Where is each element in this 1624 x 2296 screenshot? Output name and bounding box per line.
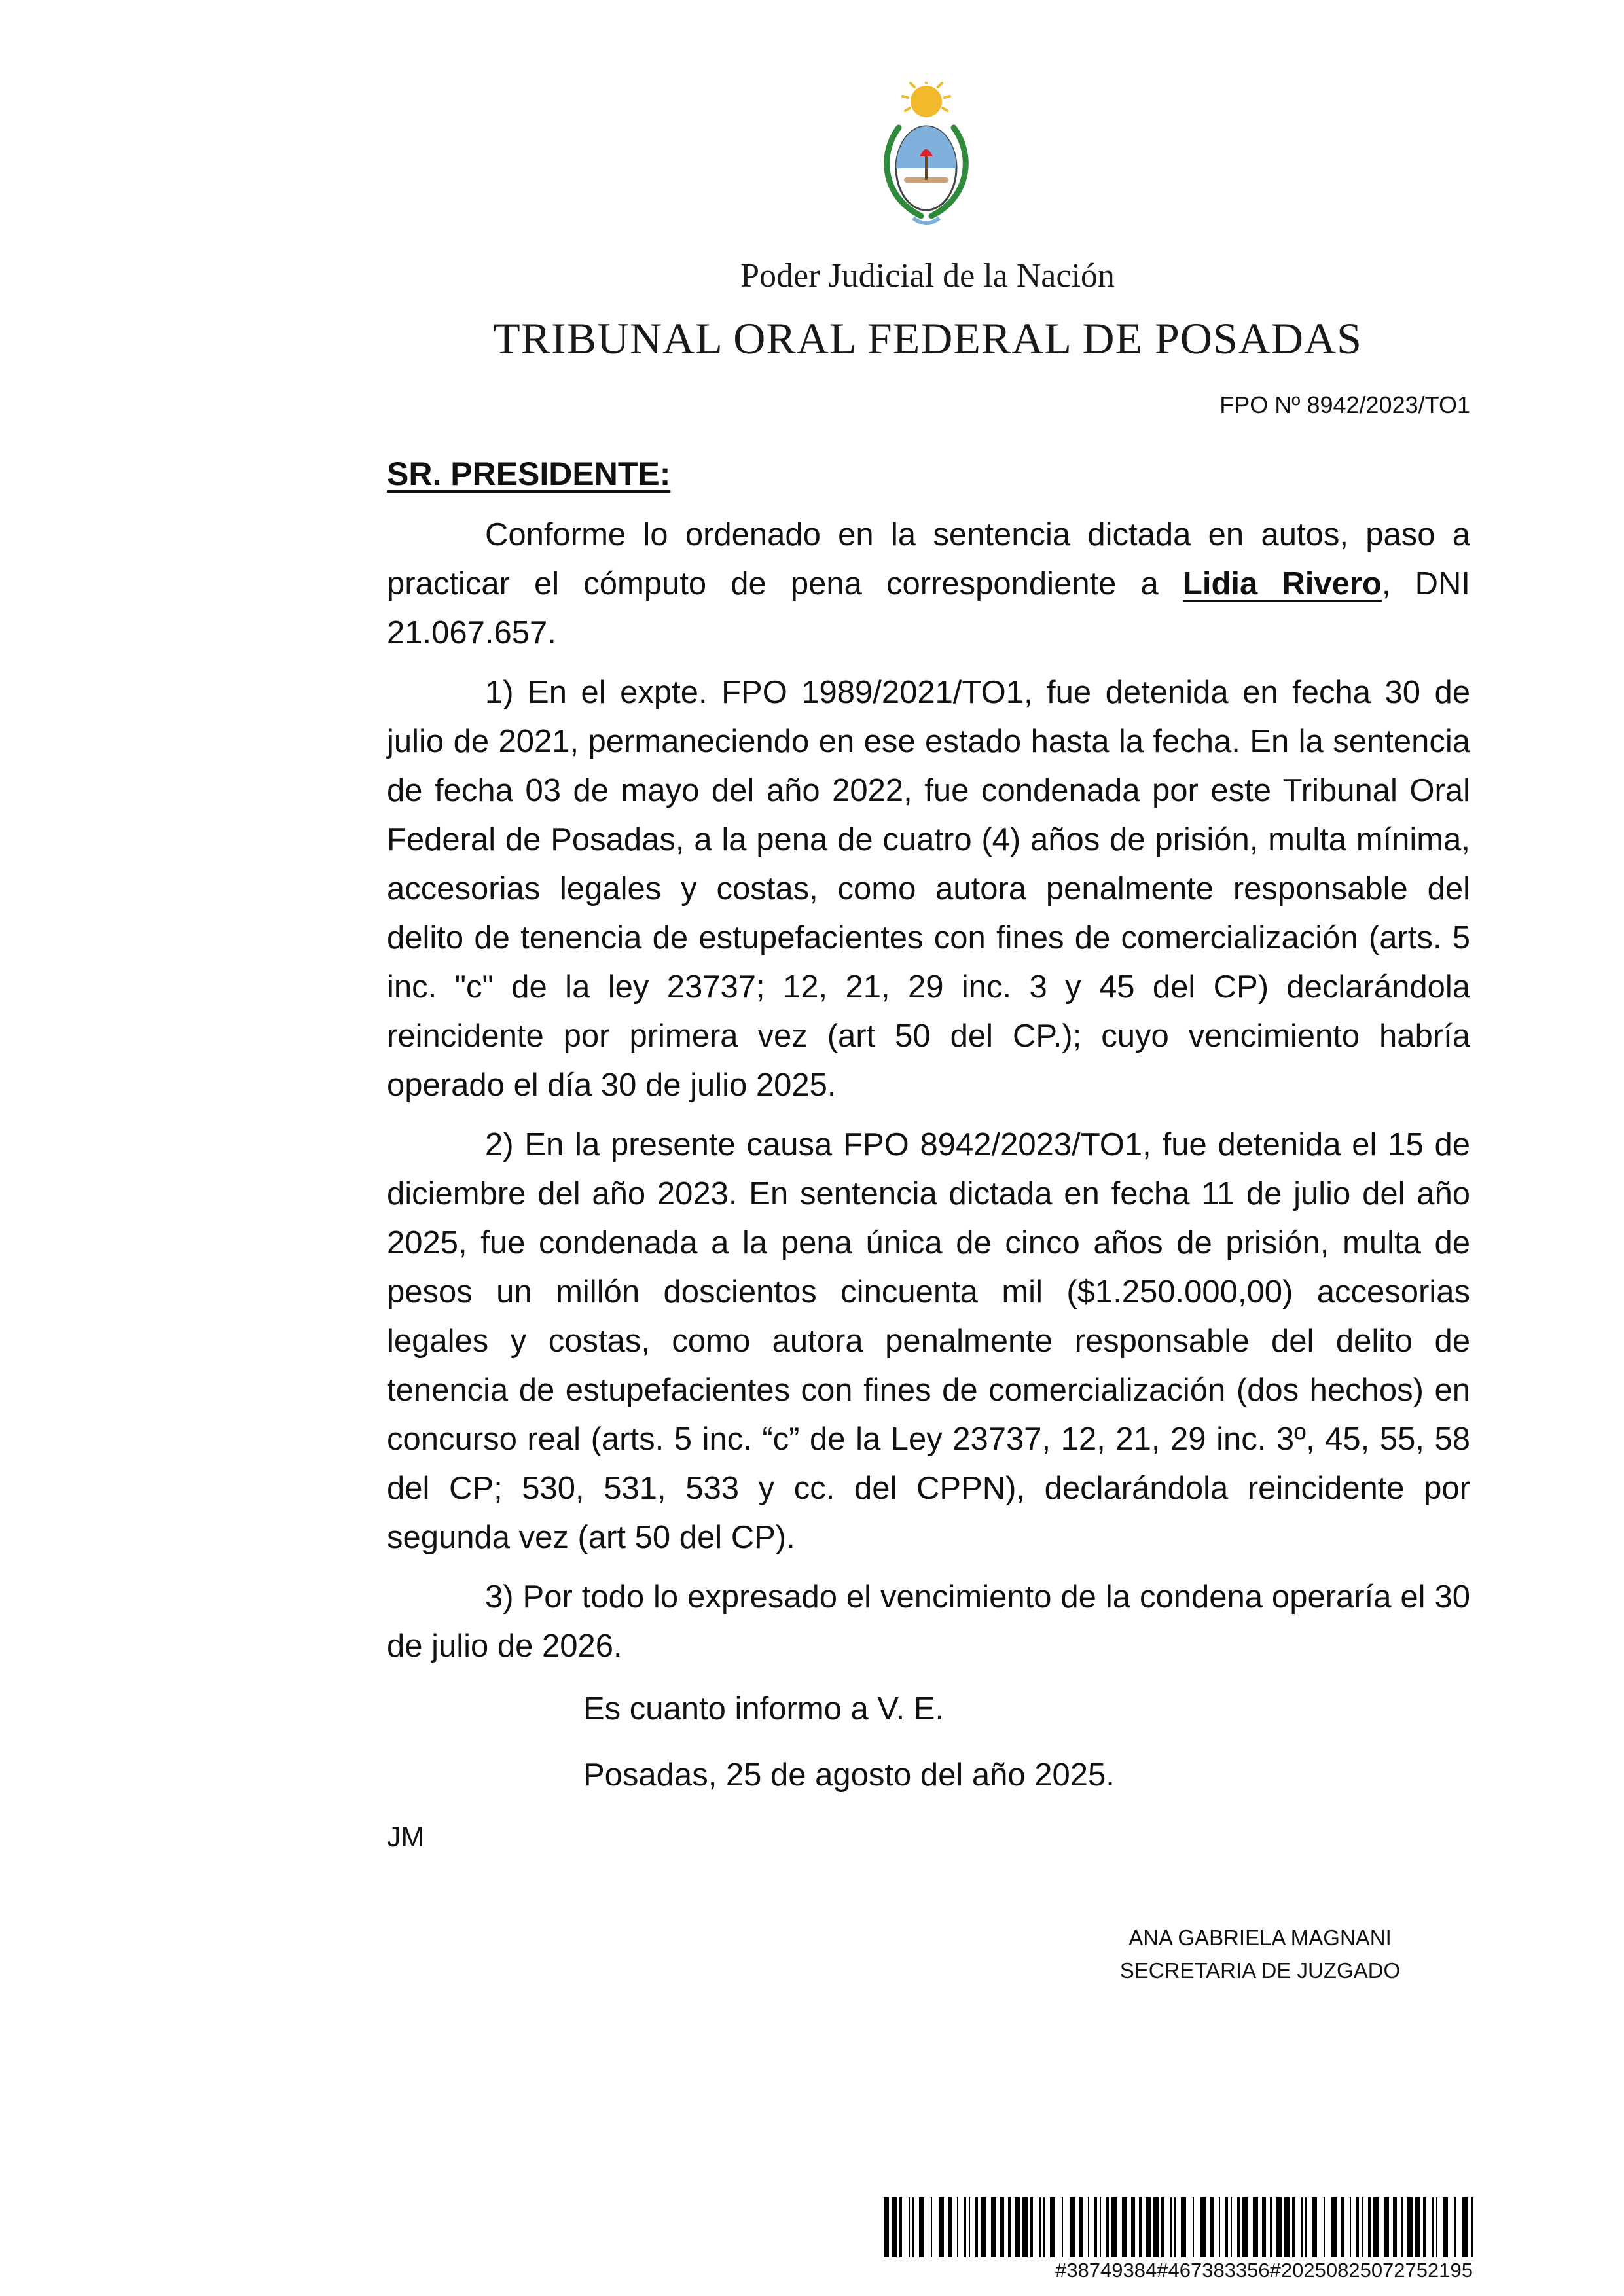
subject-name: Lidia Rivero — [1182, 566, 1382, 601]
barcode-bar — [1407, 2197, 1413, 2257]
barcode-bar — [1210, 2197, 1214, 2257]
sun-icon — [903, 82, 950, 117]
tribunal-name: TRIBUNAL ORAL FEDERAL DE POSADAS — [493, 314, 1362, 363]
barcode-bar — [1242, 2197, 1248, 2257]
barcode-bar — [1262, 2197, 1266, 2257]
barcode-bar — [1030, 2197, 1033, 2257]
barcode-bar — [991, 2197, 996, 2257]
barcode-bar — [1161, 2197, 1164, 2257]
organization-name: Poder Judicial de la Nación — [740, 257, 1115, 295]
barcode-bar — [1384, 2197, 1389, 2257]
barcode-bar — [1231, 2197, 1232, 2257]
barcode-bar — [1050, 2197, 1055, 2257]
barcode-bar — [1193, 2197, 1194, 2257]
barcode-bar — [1276, 2197, 1282, 2257]
barcode-bar — [1284, 2197, 1290, 2257]
barcode-bar — [1200, 2197, 1206, 2257]
barcode-bar — [931, 2197, 932, 2257]
barcode-bar — [1131, 2197, 1135, 2257]
barcode-bar — [939, 2197, 944, 2257]
barcode-bar — [1139, 2197, 1142, 2257]
barcode-bar — [1088, 2197, 1089, 2257]
barcode-bar — [1305, 2197, 1307, 2257]
barcode-bar — [1225, 2197, 1228, 2257]
shield-icon — [896, 126, 956, 210]
barcode-bar — [1368, 2197, 1371, 2257]
barcode-bar — [1062, 2197, 1063, 2257]
barcode-bar — [1181, 2197, 1186, 2257]
barcode-bar — [909, 2197, 910, 2257]
barcode-bar — [1000, 2197, 1004, 2257]
barcode-bar — [975, 2197, 978, 2257]
barcode-bar — [1015, 2197, 1020, 2257]
barcode-bar — [899, 2197, 902, 2257]
barcode-bar — [1415, 2197, 1420, 2257]
intro-paragraph — [387, 511, 1470, 658]
barcode-bar — [964, 2197, 966, 2257]
barcode-bar — [1462, 2197, 1468, 2257]
barcode-bar — [1237, 2197, 1240, 2257]
barcode-bar — [884, 2197, 889, 2257]
barcode-bar — [981, 2197, 986, 2257]
barcode-bar — [1100, 2197, 1101, 2257]
signatory-name: ANA GABRIELA MAGNANI — [1128, 1926, 1392, 1950]
barcode-bar — [1401, 2197, 1403, 2257]
intro-text-after: , DNI 21.067.657. — [387, 566, 1470, 651]
barcode-bar — [1270, 2197, 1272, 2257]
barcode-bar — [1122, 2197, 1127, 2257]
barcode-bar — [1393, 2197, 1397, 2257]
barcode-bar — [1423, 2197, 1426, 2257]
barcode-bar — [1106, 2197, 1109, 2257]
barcode-bar — [1292, 2197, 1295, 2257]
intro-text-before: Conforme lo ordenado en la sentencia dictada en autos, paso a practicar el cómputo de pena correspondiente a — [387, 517, 1470, 601]
barcode-bar — [912, 2197, 914, 2257]
barcode — [884, 2197, 1473, 2257]
barcode-bar — [948, 2197, 952, 2257]
point-1-paragraph: 1) En el expte. FPO 1989/2021/TO1, fue detenida en fecha 30 de julio de 2021, permaneciendo en ese estado hasta la fecha. En la sentencia de fecha 03 de mayo del año 2022, fue condenada por este Tribunal Oral Federal de Posadas, a la pena de cuatro (4) años de prisión, multa mínima, accesorias legales y costas, como autora penalmente responsable del delito de tenencia de estupefacientes con fines de comercialización (arts. 5 inc. "c" de la ley 23737; 12, 21, 29 inc. 3 y 45 del CP) declarándola reincidente por primera vez (art 50 del CP.); cuyo vencimiento habría operado el día 30 de julio 2025. — [387, 675, 1470, 1103]
barcode-bar — [1471, 2197, 1473, 2257]
barcode-bar — [1111, 2197, 1117, 2257]
barcode-bar — [1454, 2197, 1456, 2257]
barcode-bar — [1008, 2197, 1011, 2257]
barcode-bar — [1043, 2197, 1045, 2257]
ribbon-icon — [913, 218, 939, 223]
barcode-bar — [1341, 2197, 1344, 2257]
barcode-bar — [969, 2197, 970, 2257]
barcode-bar — [1362, 2197, 1363, 2257]
barcode-bar — [1039, 2197, 1041, 2257]
coat-of-arms-emblem — [874, 82, 979, 234]
barcode-text: #38749384#467383356#20250825072752195 — [1055, 2259, 1473, 2282]
signature-block — [982, 1922, 1538, 1987]
salutation: SR. PRESIDENTE: — [387, 456, 671, 492]
barcode-bar — [1324, 2197, 1325, 2257]
barcode-bar — [1070, 2197, 1075, 2257]
barcode-bar — [1079, 2197, 1083, 2257]
barcode-bar — [892, 2197, 897, 2257]
point-2-paragraph: 2) En la presente causa FPO 8942/2023/TO1, fue detenida el 15 de diciembre del año 2023. En sentencia dictada en fecha 11 de julio del año 2025, fue condenada a la pena única de cinco años de prisión, multa de pesos un millón doscientos cincuenta mil ($1.250.000,00) accesorias legales y costas, como autora penalmente responsable del delito de tenencia de estupefacientes con fines de comercialización (dos hechos) en concurso real (arts. 5 inc. “c” de la Ley 23737, 12, 21, 29 inc. 3º, 45, 55, 58 del CP; 530, 531, 533 y cc. del CPPN), declarándola reincidente por segunda vez (art 50 del CP). — [387, 1127, 1470, 1555]
barcode-bar — [1331, 2197, 1337, 2257]
barcode-bar — [1432, 2197, 1434, 2257]
barcode-bar — [1174, 2197, 1176, 2257]
barcode-bar — [1219, 2197, 1220, 2257]
barcode-bar — [1170, 2197, 1172, 2257]
signatory-title: SECRETARIA DE JUZGADO — [1119, 1958, 1401, 1982]
initials: JM — [387, 1821, 425, 1853]
file-number: FPO Nº 8942/2023/TO1 — [1219, 391, 1470, 418]
barcode-bar — [919, 2197, 924, 2257]
barcode-bar — [1312, 2197, 1317, 2257]
closing-place-date: Posadas, 25 de agosto del año 2025. — [583, 1757, 1115, 1793]
barcode-bar — [957, 2197, 958, 2257]
barcode-bar — [1356, 2197, 1359, 2257]
barcode-bar — [1253, 2197, 1258, 2257]
barcode-bar — [1094, 2197, 1097, 2257]
point-3-paragraph: 3) Por todo lo expresado el vencimiento de la condena operaría el 30 de julio de 2026. — [387, 1579, 1470, 1664]
closing-note: Es cuanto informo a V. E. — [583, 1691, 945, 1727]
barcode-bar — [1436, 2197, 1437, 2257]
barcode-bar — [1350, 2197, 1351, 2257]
document-body — [387, 511, 1470, 1681]
barcode-bar — [1373, 2197, 1379, 2257]
barcode-bar — [1022, 2197, 1028, 2257]
barcode-bar — [1153, 2197, 1159, 2257]
barcode-bar — [1301, 2197, 1303, 2257]
barcode-bar — [1443, 2197, 1448, 2257]
barcode-bar — [1146, 2197, 1151, 2257]
